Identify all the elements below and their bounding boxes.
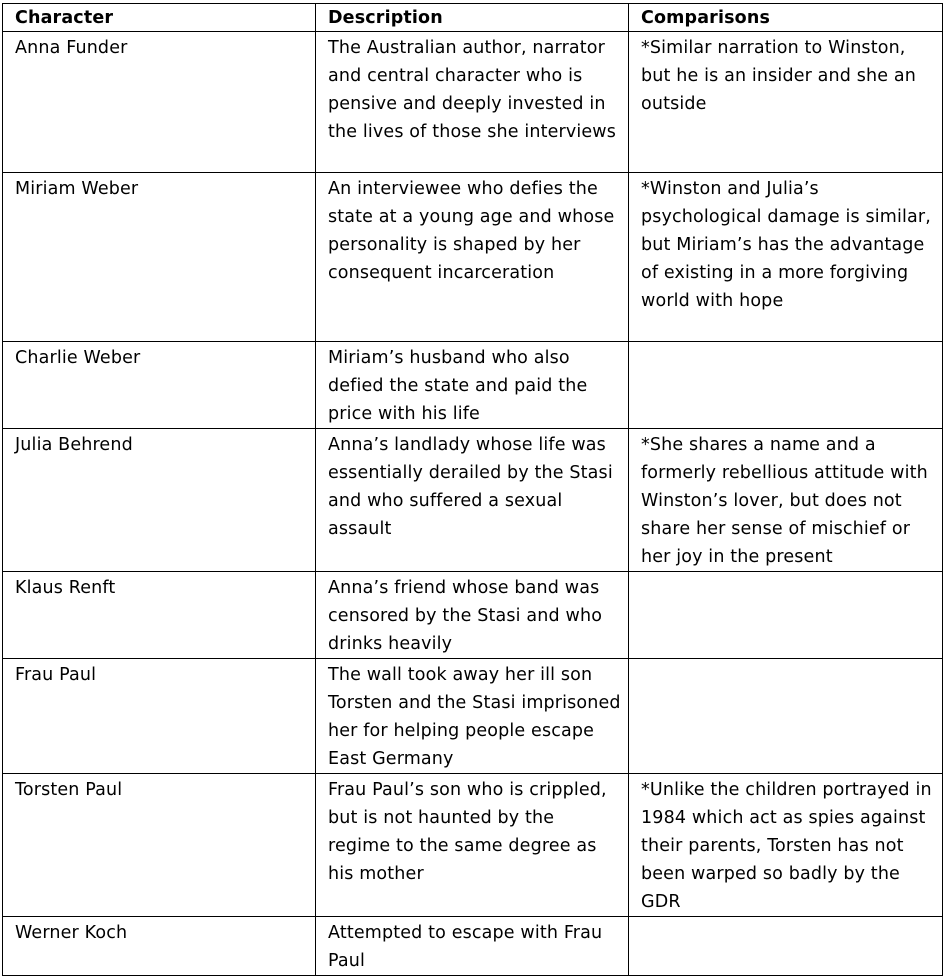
character-cell: Klaus Renft (3, 572, 316, 659)
table-row (3, 659, 943, 774)
description-cell: The Australian author, narrator and central character who is pensive and deeply invested in the lives of those she interviews (316, 32, 629, 173)
character-cell: Anna Funder (3, 32, 316, 173)
comparisons-cell (629, 659, 943, 774)
comparisons-cell: *Winston and Julia’s psychological damage is similar, but Miriam’s has the advantage of existing in a more forgiving world with hope (629, 173, 943, 342)
table-row (3, 32, 943, 173)
character-cell: Julia Behrend (3, 429, 316, 572)
comparisons-cell: *She shares a name and a formerly rebellious attitude with Winston’s lover, but does not share her sense of mischief or her joy in the present (629, 429, 943, 572)
header-description: Description (316, 4, 629, 32)
character-cell: Frau Paul (3, 659, 316, 774)
table-row (3, 774, 943, 917)
description-cell: Frau Paul’s son who is crippled, but is not haunted by the regime to the same degree as his mother (316, 774, 629, 917)
character-cell: Charlie Weber (3, 342, 316, 429)
description-cell: Anna’s landlady whose life was essentially derailed by the Stasi and who suffered a sexual assault (316, 429, 629, 572)
description-cell: An interviewee who defies the state at a young age and whose personality is shaped by her consequent incarceration (316, 173, 629, 342)
description-cell: Attempted to escape with Frau Paul (316, 917, 629, 976)
description-cell: Anna’s friend whose band was censored by the Stasi and who drinks heavily (316, 572, 629, 659)
table-row (3, 917, 943, 976)
description-cell: The wall took away her ill son Torsten and the Stasi imprisoned her for helping people escape East Germany (316, 659, 629, 774)
header-comparisons: Comparisons (629, 4, 943, 32)
description-cell: Miriam’s husband who also defied the state and paid the price with his life (316, 342, 629, 429)
comparisons-cell: *Similar narration to Winston, but he is an insider and she an outside (629, 32, 943, 173)
comparisons-cell (629, 572, 943, 659)
character-table (2, 3, 943, 976)
comparisons-cell (629, 342, 943, 429)
comparisons-cell (629, 917, 943, 976)
table-row (3, 342, 943, 429)
header-row (3, 4, 943, 32)
character-cell: Miriam Weber (3, 173, 316, 342)
table-row (3, 173, 943, 342)
table-row (3, 429, 943, 572)
character-cell: Werner Koch (3, 917, 316, 976)
character-cell: Torsten Paul (3, 774, 316, 917)
comparisons-cell: *Unlike the children portrayed in 1984 which act as spies against their parents, Torsten has not been warped so badly by the GDR (629, 774, 943, 917)
header-character: Character (3, 4, 316, 32)
table-row (3, 572, 943, 659)
